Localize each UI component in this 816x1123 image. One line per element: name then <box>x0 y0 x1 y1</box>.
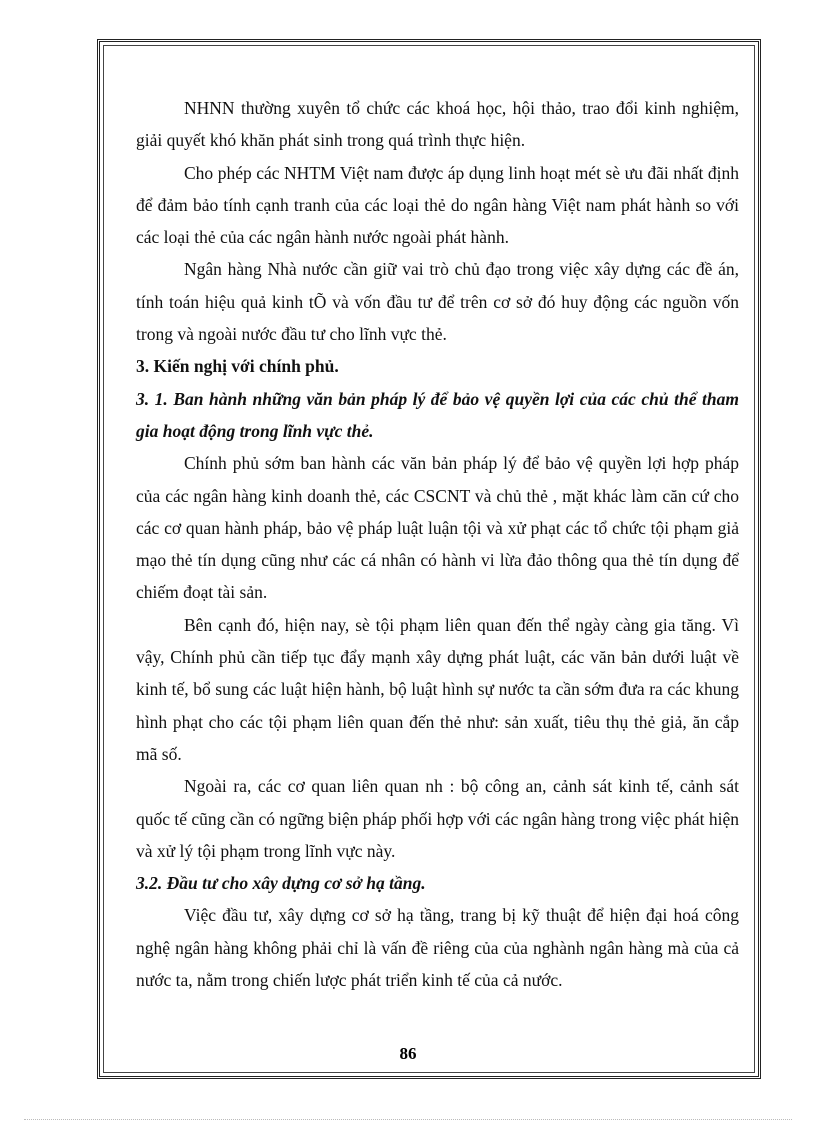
section-heading-government: 3. Kiến nghị với chính phủ. <box>136 356 339 377</box>
paragraph-infrastructure: Việc đầu tư, xây dựng cơ sở hạ tầng, trang bị kỹ thuật để hiện đại hoá công nghệ ngân hàng không phải chỉ là vấn đề riêng của của nghành ngân hàng mà của cả nước ta, nằm trong chiến lược phát triển kinh tế của cả nước. <box>136 905 739 991</box>
paragraph-state-bank-role: Ngân hàng Nhà nước cần giữ vai trò chủ đạo trong việc xây dựng các đề án, tính toán hiệu quả kinh tÕ và vốn đầu tư để trên cơ sở đó huy động các nguồn vốn trong và ngoài nước đầu tư cho lĩnh vực thẻ. <box>136 259 739 345</box>
paragraph-legal-documents: Chính phủ sớm ban hành các văn bản pháp lý để bảo vệ quyền lợi hợp pháp của các ngân hàng kinh doanh thẻ, các CSCNT và chủ thẻ , mặt khác làm căn cứ cho các cơ quan hành pháp, bảo vệ pháp luật luận tội và xử phạt các tổ chức tội phạm giả mạo thẻ tín dụng cũng như các cá nhân có hành vi lừa đảo thông qua thẻ tín dụng để chiếm đoạt tài sản. <box>136 453 739 603</box>
paragraph-crime-increase: Bên cạnh đó, hiện nay, sè tội phạm liên quan đến thể ngày càng gia tăng. Vì vậy, Chính phủ cần tiếp tục đẩy mạnh xây dựng phát luật, các văn bản dưới luật về kinh tế, bổ sung các luật hiện hành, bộ luật hình sự nước ta cần sớm đưa ra các khung hình phạt cho các tội phạm liên quan đến thẻ như: sản xuất, tiêu thụ thẻ giả, ăn cắp mã số. <box>136 614 739 764</box>
paragraph-incentives: Cho phép các NHTM Việt nam được áp dụng linh hoạt mét sè ưu đãi nhất định để đảm bảo tính cạnh tranh của các loại thẻ do ngân hàng Việt nam phát hành so với các loại thẻ của các ngân hành nước ngoài phát hành. <box>136 162 739 248</box>
page-number: 86 <box>399 1044 417 1063</box>
paragraph-nhnn-training: NHNN thường xuyên tổ chức các khoá học, hội thảo, trao đổi kinh nghiệm, giải quyết khó khăn phát sinh trong quá trình thực hiện. <box>136 98 739 151</box>
subsection-heading-legal-documents: 3. 1. Ban hành những văn bản pháp lý để bảo vệ quyền lợi của các chủ thể tham gia hoạt động trong lĩnh vực thẻ. <box>136 388 739 441</box>
footer-divider <box>24 1119 792 1120</box>
paragraph-agency-coordination: Ngoài ra, các cơ quan liên quan nh : bộ công an, cảnh sát kinh tế, cảnh sát quốc tế cũng cần có ngững biện pháp phối hợp với các ngân hàng trong việc phát hiện và xử lý tội phạm trong lĩnh vực này. <box>136 776 739 861</box>
subsection-heading-infrastructure: 3.2. Đầu tư cho xây dựng cơ sở hạ tầng. <box>136 873 426 894</box>
document-body <box>136 92 739 996</box>
